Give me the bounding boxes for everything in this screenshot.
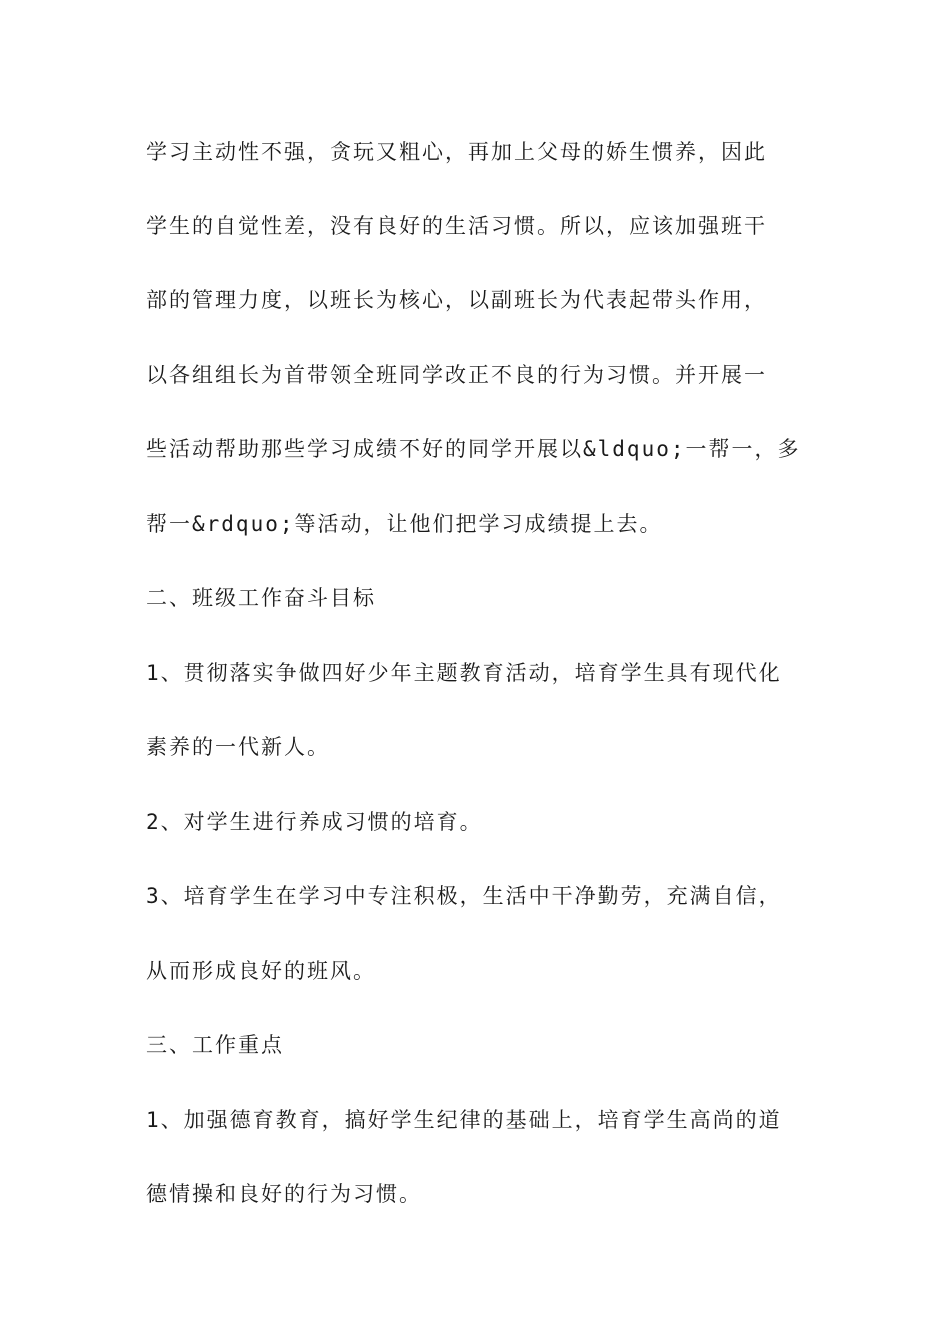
list-item-continuation: 从而形成良好的班风。 xyxy=(146,959,376,983)
section-heading: 三、工作重点 xyxy=(146,1033,284,1057)
list-item-continuation: 素养的一代新人。 xyxy=(146,735,330,759)
paragraph-line: 学生的自觉性差，没有良好的生活习惯。所以，应该加强班干 xyxy=(146,214,767,238)
paragraph-line: 部的管理力度，以班长为核心，以副班长为代表起带头作用， xyxy=(146,288,767,312)
list-item: 1、贯彻落实争做四好少年主题教育活动，培育学生具有现代化 xyxy=(146,661,782,685)
list-item: 1、加强德育教育，搞好学生纪律的基础上，培育学生高尚的道 xyxy=(146,1108,782,1132)
list-item: 2、对学生进行养成习惯的培育。 xyxy=(146,810,483,834)
paragraph-line: 以各组组长为首带领全班同学改正不良的行为习惯。并开展一 xyxy=(146,363,767,387)
paragraph-line: 学习主动性不强，贪玩又粗心，再加上父母的娇生惯养，因此 xyxy=(146,140,767,164)
paragraph-line: 些活动帮助那些学习成绩不好的同学开展以&ldquo;一帮一，多 xyxy=(146,437,801,461)
section-heading: 二、班级工作奋斗目标 xyxy=(146,586,376,610)
paragraph-line: 帮一&rdquo;等活动，让他们把学习成绩提上去。 xyxy=(146,512,663,536)
list-item-continuation: 德情操和良好的行为习惯。 xyxy=(146,1182,422,1206)
list-item: 3、培育学生在学习中专注积极，生活中干净勤劳，充满自信， xyxy=(146,884,782,908)
